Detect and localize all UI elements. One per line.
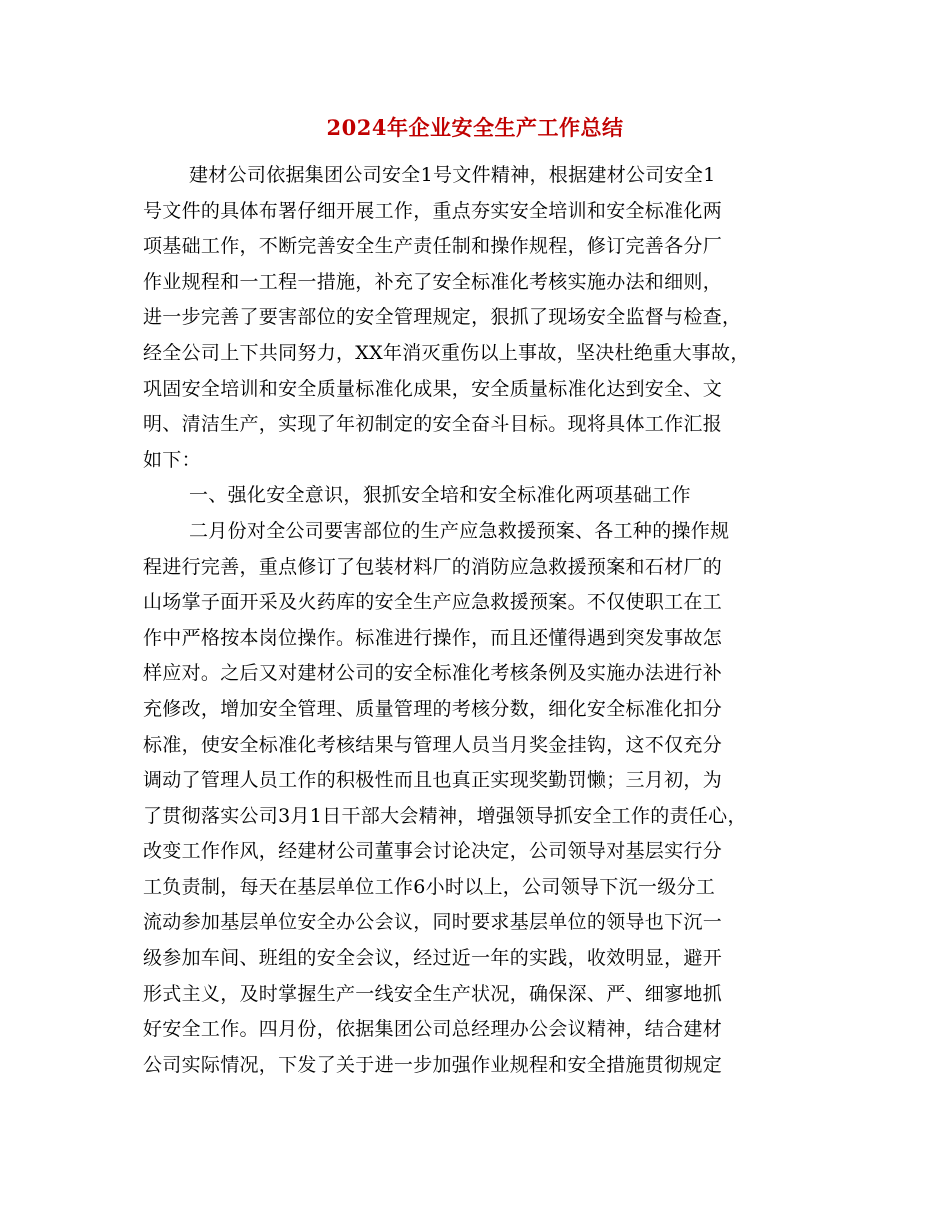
- text-line: 工负责制，每天在基层单位工作6小时以上，公司领导下沉一级分工: [143, 875, 716, 898]
- text-line: 一、强化安全意识，狠抓安全培和安全标准化两项基础工作: [189, 484, 691, 507]
- text-line: 二月份对全公司要害部位的生产应急救援预案、各工种的操作规: [189, 519, 730, 542]
- text-line: 改变工作作风，经建材公司董事会讨论决定，公司领导对基层实行分: [143, 840, 723, 863]
- text-line: 项基础工作，不断完善安全生产责任制和操作规程，修订完善各分厂: [143, 235, 723, 258]
- text-line: 充修改，增加安全管理、质量管理的考核分数，细化安全标准化扣分: [143, 697, 723, 720]
- text-line: 程进行完善，重点修订了包装材料厂的消防应急救援预案和石材厂的: [143, 555, 723, 578]
- document-body: [143, 158, 823, 1083]
- text-line: 了贯彻落实公司3月1日干部大会精神，增强领导抓安全工作的责任心，: [143, 804, 747, 827]
- text-line: 作业规程和一工程一措施，补充了安全标准化考核实施办法和细则，: [143, 270, 723, 293]
- text-line: 进一步完善了要害部位的安全管理规定，狠抓了现场安全监督与检查，: [143, 306, 742, 329]
- text-line: 作中严格按本岗位操作。标准进行操作，而且还懂得遇到突发事故怎: [143, 626, 723, 649]
- text-line: 号文件的具体布署仔细开展工作，重点夯实安全培训和安全标准化两: [143, 199, 723, 222]
- text-line: 建材公司依据集团公司安全1号文件精神，根据建材公司安全1: [189, 164, 716, 186]
- text-line: 山场掌子面开采及火药库的安全生产应急救援预案。不仅使职工在工: [143, 591, 723, 614]
- text-line: 标准，使安全标准化考核结果与管理人员当月奖金挂钩，这不仅充分: [143, 733, 723, 756]
- text-line: 经全公司上下共同努力，XX年消灭重伤以上事故，坚决杜绝重大事故，: [143, 341, 750, 364]
- text-line: 样应对。之后又对建材公司的安全标准化考核条例及实施办法进行补: [143, 662, 723, 685]
- text-line: 巩固安全培训和安全质量标准化成果，安全质量标准化达到安全、文: [143, 377, 723, 400]
- document-title: 2024年企业安全生产工作总结: [326, 115, 624, 140]
- text-line: 形式主义，及时掌握生产一线安全生产状况，确保深、严、细寥地抓: [143, 982, 723, 1005]
- text-line: 好安全工作。四月份，依据集团公司总经理办公会议精神，结合建材: [143, 1018, 723, 1041]
- text-line: 公司实际情况，下发了关于进一步加强作业规程和安全措施贯彻规定: [143, 1053, 723, 1076]
- text-line: 调动了管理人员工作的积极性而且也真正实现奖勤罚懒；三月初，为: [143, 769, 723, 792]
- text-line: 级参加车间、班组的安全会议，经过近一年的实践，收效明显，避开: [143, 947, 723, 970]
- text-line: 明、清洁生产，实现了年初制定的安全奋斗目标。现将具体工作汇报: [143, 413, 723, 436]
- text-line: 流动参加基层单位安全办公会议，同时要求基层单位的领导也下沉一: [143, 911, 723, 934]
- text-line: 如下：: [143, 448, 201, 471]
